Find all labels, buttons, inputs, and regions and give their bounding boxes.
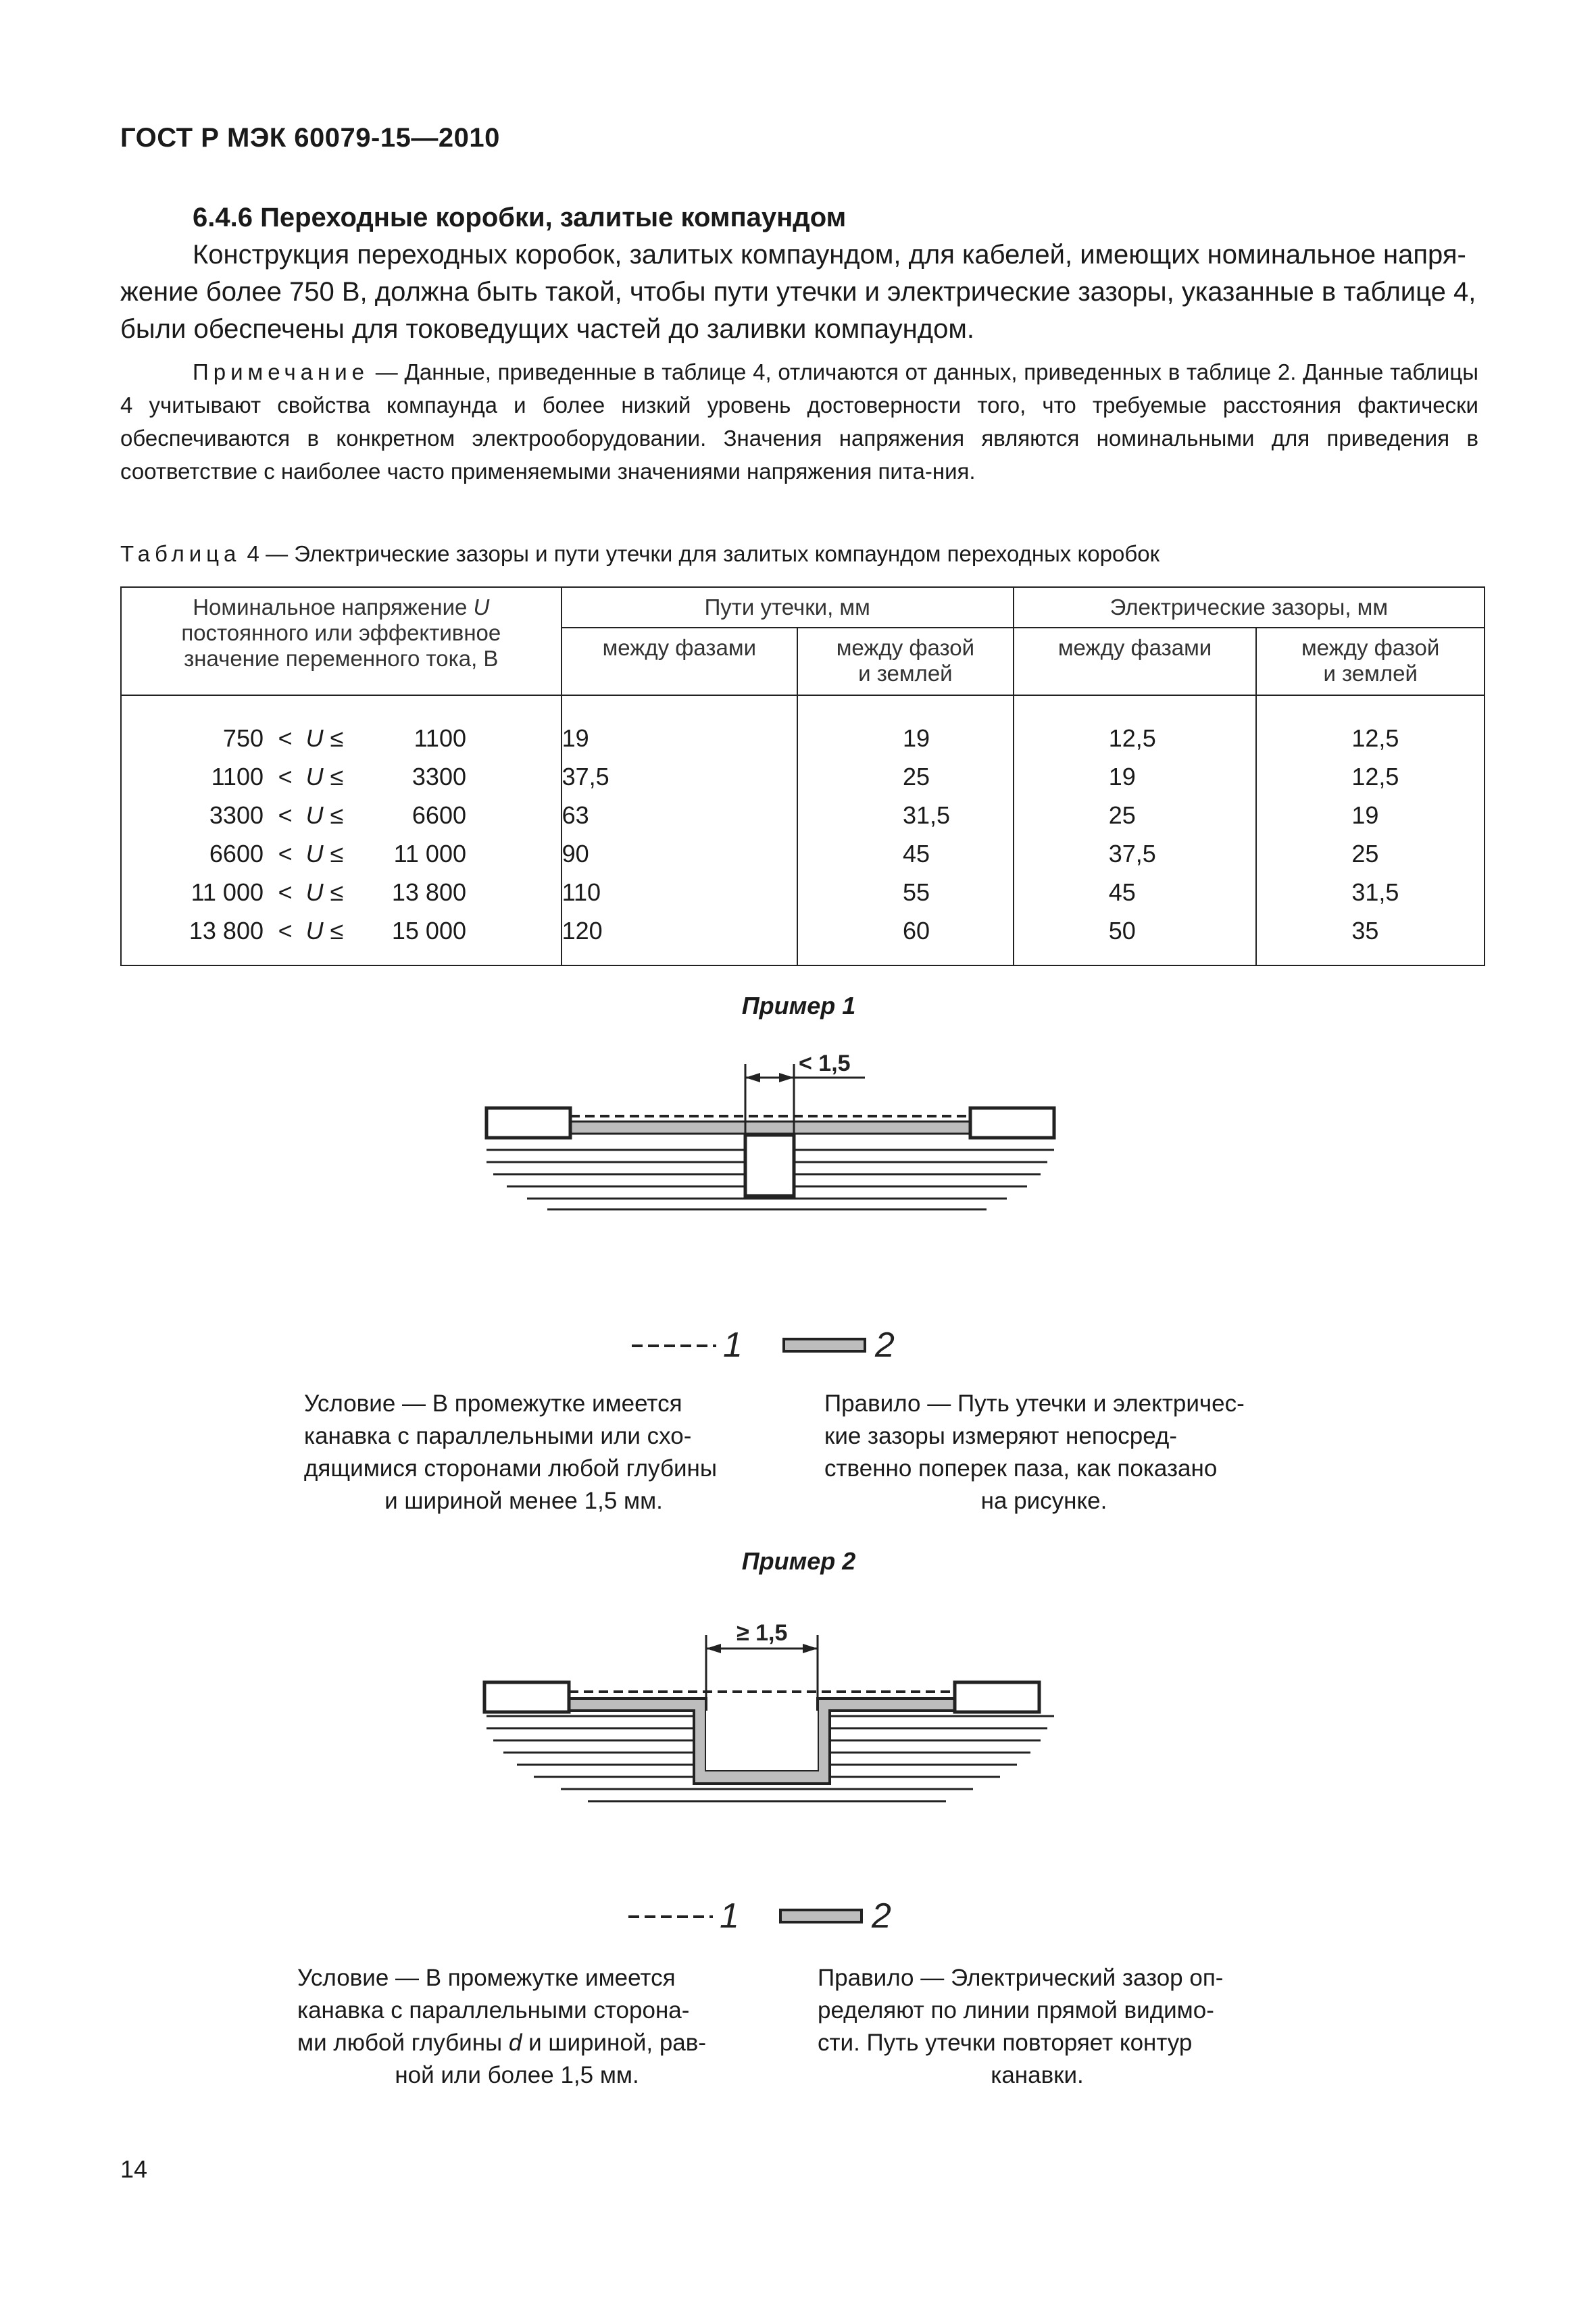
creepage-earth-value: 60 [797,911,1014,965]
clearance-phases-value: 25 [1014,796,1257,834]
voltage-operator: < U ≤ [278,762,344,790]
table-row [121,873,1485,911]
table-row [121,711,1485,757]
creepage-phases-value: 37,5 [562,757,797,796]
example1-left-block [487,1108,570,1138]
clearance-earth-value: 25 [1256,834,1485,873]
section-paragraph [120,236,1478,348]
table-row [121,796,1485,834]
voltage-low: 6600 [209,839,264,867]
header-voltage-u: U [473,595,490,620]
condition-line: и шириной менее 1,5 мм. [384,1488,663,1514]
voltage-range-cell [121,873,562,911]
clearance-phases-value: 50 [1014,911,1257,965]
clearance-phases-value: 12,5 [1014,711,1257,757]
voltage-operator: < U ≤ [278,724,344,752]
example2-legend [625,1895,909,1936]
creepage-phases-value: 19 [562,711,797,757]
table-row [121,834,1485,873]
legend-creepage-swatch [780,1910,862,1922]
voltage-range-cell [121,757,562,796]
example2-rule [818,1962,1257,2092]
header-creepage-earth: между фазой и землей [797,628,1014,695]
voltage-range-cell [121,796,562,834]
condition-line: канавка с параллельными сторона- [297,1997,690,2023]
legend-label-1: 1 [723,1326,743,1365]
clearance-earth-value: 31,5 [1256,873,1485,911]
rule-line: Правило — Путь утечки и электричес- [824,1390,1245,1417]
example2-diagram [473,1608,1068,1811]
voltage-operator: < U ≤ [278,839,344,867]
clearance-earth-value: 19 [1256,796,1485,834]
table-body [121,695,1485,965]
rule-line: Правило — Электрический зазор оп- [818,1965,1224,1991]
header-clearance: Электрические зазоры, мм [1014,587,1485,628]
legend-label-1: 1 [720,1896,739,1936]
creepage-earth-value: 55 [797,873,1014,911]
voltage-range-cell [121,711,562,757]
table-caption [120,541,1159,567]
table-caption-text: 4 — Электрические зазоры и пути утечки для залитых компаундом переходных коробок [241,541,1160,566]
creepage-phases-value: 63 [562,796,797,834]
voltage-high: 13 800 [391,878,466,906]
creepage-phases-value: 90 [562,834,797,873]
note-label: Примечание [193,359,370,384]
clearance-phases-value: 37,5 [1014,834,1257,873]
header-clearance-earth: между фазой и землей [1256,628,1485,695]
rule-line: канавки. [991,2062,1084,2088]
condition-line: Условие — В промежутке имеется [297,1965,676,1991]
header-voltage [121,587,562,695]
clearance-earth-value: 35 [1256,911,1485,965]
example2-left-block [484,1682,569,1712]
condition-line: канавка с параллельными или схо- [304,1423,692,1449]
creepage-earth-value: 25 [797,757,1014,796]
voltage-high: 6600 [412,801,466,829]
condition-line: ной или более 1,5 мм. [395,2062,639,2088]
voltage-low: 1100 [211,762,264,790]
rule-line: ственно поперек паза, как показано [824,1455,1218,1482]
voltage-high: 1100 [414,724,466,752]
note-text: — Данные, приведенные в таблице 4, отличаются от данных, приведенных в таблице 2. Данные таблицы 4 учитывают свойства компаунда и более низкий уровень достоверности того, что требуемые расстояния фактически обеспечиваются в конкретном электрооборудовании. Значения напряжения являются номинальными для приведения в соответствие с наиболее часто применяемыми значениями напряжения пита-ния. [120,359,1478,484]
example1-diagram [473,1040,1068,1216]
example2-condition [297,1962,737,2092]
example1-legend [628,1324,912,1365]
example2-title: Пример 2 [741,1547,856,1575]
paragraph-line: Конструкция переходных коробок, залитых компаундом, для кабелей, имеющих номинальное напря- [193,240,1466,270]
arrowhead [779,1073,794,1082]
header-voltage-line1: Номинальное напряжение [193,595,474,620]
header-voltage-line2: постоянного или эффективное [181,620,501,645]
voltage-range-cell [121,834,562,873]
voltage-operator: < U ≤ [278,878,344,906]
rule-line: сти. Путь утечки повторяет контур [818,2030,1193,2056]
header-clearance-phases: между фазами [1014,628,1257,695]
voltage-high: 11 000 [393,839,466,867]
arrowhead [706,1644,721,1653]
example2-dimension: ≥ 1,5 [737,1620,788,1646]
example1-right-block [970,1108,1054,1138]
clearance-earth-value: 12,5 [1256,757,1485,796]
voltage-range-cell [121,911,562,965]
voltage-high: 15 000 [391,916,466,945]
table-row [121,911,1485,965]
clearance-table [120,586,1485,966]
paragraph-line: жение более 750 В, должна быть такой, чтобы пути утечки и электрические зазоры, указанные в таблице 4, [120,277,1476,307]
rule-line: ределяют по линии прямой видимо- [818,1997,1214,2023]
note [120,355,1478,488]
creepage-phases-value: 120 [562,911,797,965]
condition-line: Условие — В промежутке имеется [304,1390,682,1417]
example2-groove-interior [706,1711,818,1770]
condition-line: дящимися сторонами любой глубины [304,1455,718,1482]
arrowhead [803,1644,818,1653]
document-header: ГОСТ Р МЭК 60079-15—2010 [120,123,500,153]
header-voltage-line3: значение переменного тока, В [184,646,499,671]
clearance-phases-value: 45 [1014,873,1257,911]
creepage-earth-value: 45 [797,834,1014,873]
clearance-earth-value: 12,5 [1256,711,1485,757]
paragraph-line: были обеспечены для токоведущих частей до заливки компаундом. [120,314,974,344]
page-number: 14 [120,2155,148,2183]
rule-line: кие зазоры измеряют непосред- [824,1423,1177,1449]
example1-rule [824,1388,1264,1517]
voltage-low: 750 [222,724,264,752]
example1-condition [304,1388,743,1517]
creepage-earth-value: 31,5 [797,796,1014,834]
rule-line: на рисунке. [980,1488,1107,1514]
voltage-operator: < U ≤ [278,801,344,829]
example1-dimension: < 1,5 [799,1051,851,1076]
creepage-phases-value: 110 [562,873,797,911]
clearance-phases-value: 19 [1014,757,1257,796]
voltage-low: 3300 [209,801,264,829]
header-creepage-phases: между фазами [562,628,797,695]
creepage-earth-value: 19 [797,711,1014,757]
example2-right-block [955,1682,1039,1712]
voltage-operator: < U ≤ [278,916,344,945]
legend-label-2: 2 [872,1896,891,1936]
table-row [121,757,1485,796]
voltage-low: 11 000 [191,878,264,906]
example1-title: Пример 1 [741,992,856,1020]
voltage-low: 13 800 [189,916,264,945]
section-title: 6.4.6 Переходные коробки, залитые компаундом [193,203,847,232]
legend-creepage-swatch [784,1339,865,1351]
table-caption-label: Таблица [120,541,241,566]
example1-groove [745,1135,794,1196]
header-creepage: Пути утечки, мм [562,587,1014,628]
legend-label-2: 2 [875,1326,895,1365]
arrowhead [745,1073,760,1082]
example1-creepage-path [570,1122,970,1134]
condition-line: ми любой глубины d и шириной, рав- [297,2030,707,2056]
voltage-high: 3300 [412,762,466,790]
